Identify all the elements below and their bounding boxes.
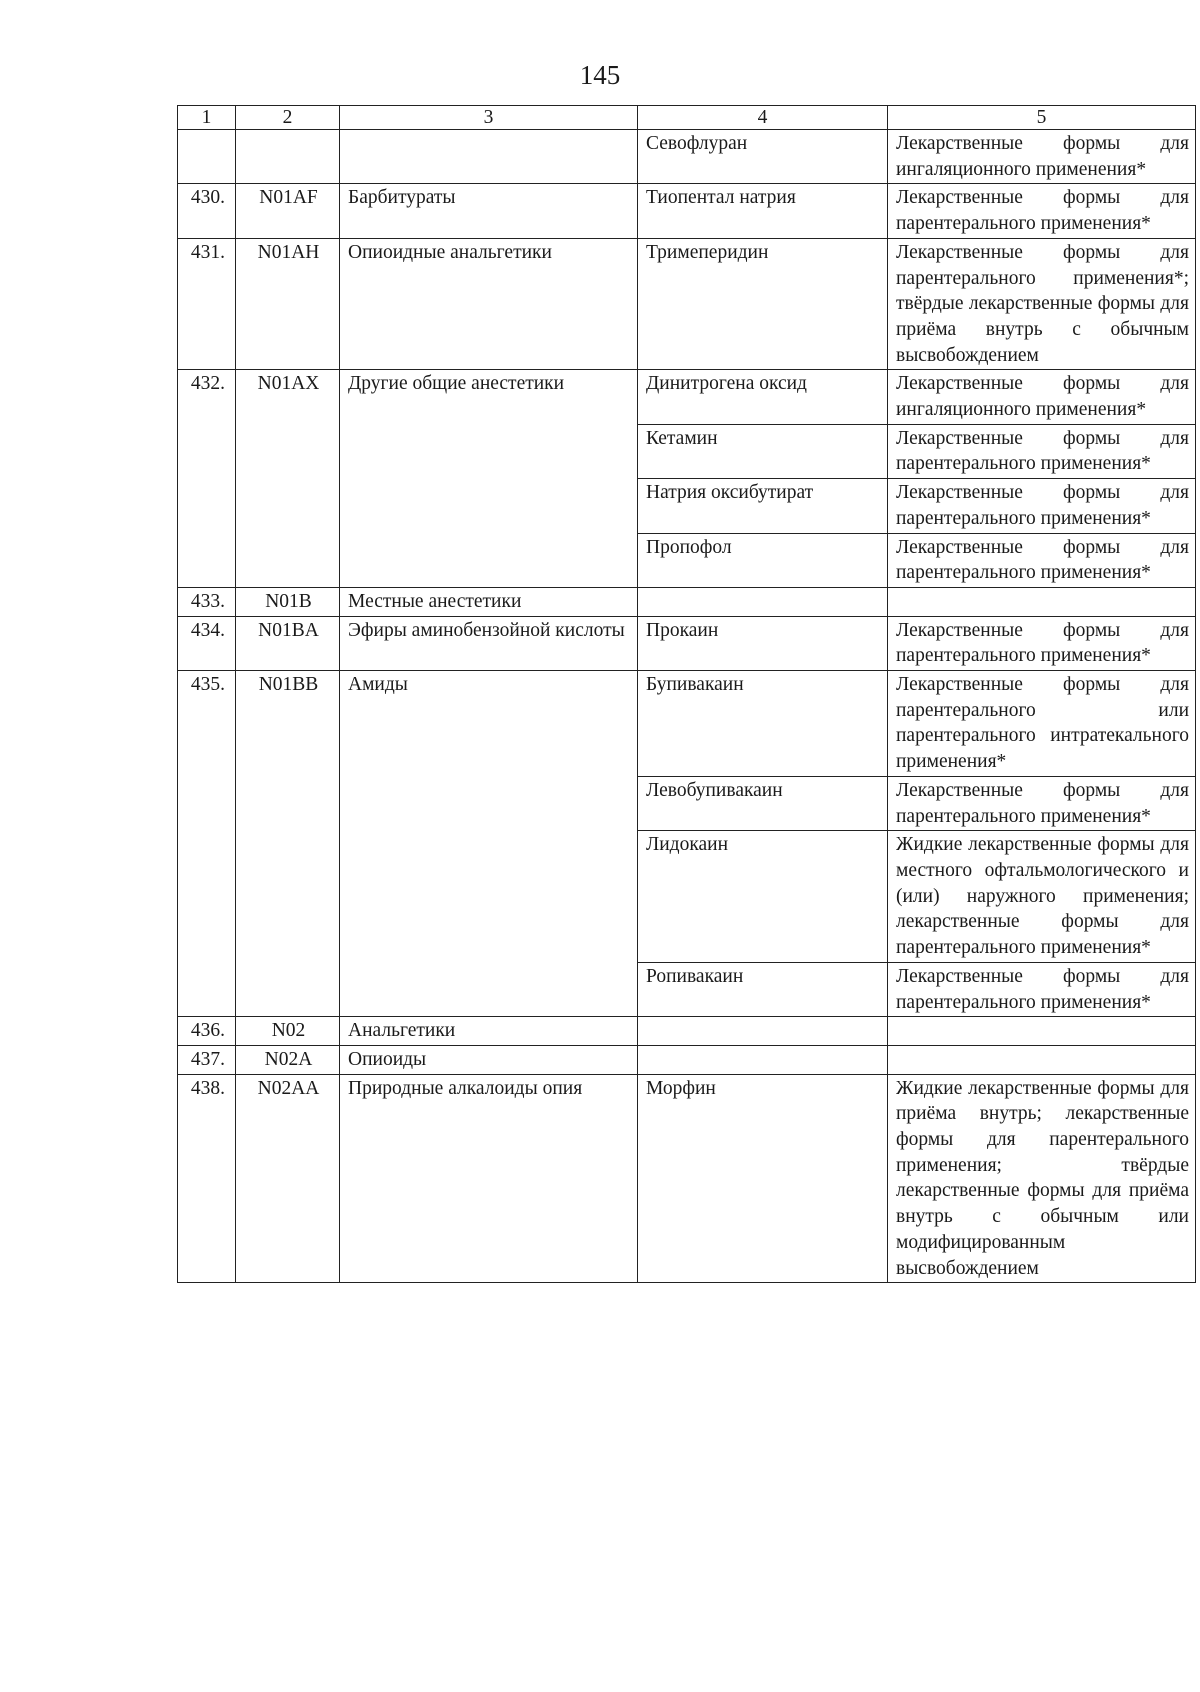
drug-name: Кетамин <box>638 424 888 478</box>
group-name: Барбитураты <box>340 184 638 238</box>
dosage-form <box>888 1017 1196 1046</box>
row-number: 433. <box>178 587 236 616</box>
row-number: 436. <box>178 1017 236 1046</box>
drug-name: Севофлуран <box>638 130 888 184</box>
dosage-form: Лекарственные формы для парентерального применения* <box>888 424 1196 478</box>
drug-name: Пропофол <box>638 533 888 587</box>
table-row <box>178 370 1196 424</box>
drug-name <box>638 1017 888 1046</box>
drug-name: Динитрогена оксид <box>638 370 888 424</box>
dosage-form: Лекарственные формы для парентерального применения* <box>888 533 1196 587</box>
drug-name: Натрия оксибутират <box>638 479 888 533</box>
header-col-5: 5 <box>888 106 1196 130</box>
row-number: 437. <box>178 1045 236 1074</box>
drug-name: Тиопентал натрия <box>638 184 888 238</box>
table-row <box>178 616 1196 670</box>
row-number <box>178 130 236 184</box>
page-number: 145 <box>579 60 621 90</box>
drug-name: Прокаин <box>638 616 888 670</box>
table-row <box>178 1017 1196 1046</box>
dosage-form: Жидкие лекарственные формы для приёма внутрь; лекарственные формы для парентерального применения; твёрдые лекарственные формы для приёма внутрь с обычным или модифицированным высвобождением <box>888 1074 1196 1283</box>
table-row <box>178 1045 1196 1074</box>
group-name: Местные анестетики <box>340 587 638 616</box>
drug-name: Ропивакаин <box>638 962 888 1016</box>
atc-code: N01AH <box>236 238 340 370</box>
dosage-form: Лекарственные формы для парентерального применения* <box>888 184 1196 238</box>
drug-name: Лидокаин <box>638 831 888 963</box>
row-number: 430. <box>178 184 236 238</box>
table-row <box>178 1074 1196 1283</box>
atc-code: N01AX <box>236 370 340 588</box>
header-col-2: 2 <box>236 106 340 130</box>
drug-name: Левобупивакаин <box>638 776 888 830</box>
table-row <box>178 671 1196 777</box>
row-number: 435. <box>178 671 236 1017</box>
atc-code: N02 <box>236 1017 340 1046</box>
table-row <box>178 130 1196 184</box>
header-col-4: 4 <box>638 106 888 130</box>
group-name: Опиоидные анальгетики <box>340 238 638 370</box>
drug-name: Бупивакаин <box>638 671 888 777</box>
table-row <box>178 238 1196 370</box>
table-row <box>178 184 1196 238</box>
group-name <box>340 130 638 184</box>
group-name: Амиды <box>340 671 638 1017</box>
row-number: 432. <box>178 370 236 588</box>
dosage-form <box>888 587 1196 616</box>
group-name: Анальгетики <box>340 1017 638 1046</box>
dosage-form: Лекарственные формы для ингаляционного применения* <box>888 370 1196 424</box>
atc-code: N02AA <box>236 1074 340 1283</box>
group-name: Опиоиды <box>340 1045 638 1074</box>
group-name: Эфиры аминобензойной кислоты <box>340 616 638 670</box>
atc-code: N02A <box>236 1045 340 1074</box>
row-number: 434. <box>178 616 236 670</box>
table-row <box>178 587 1196 616</box>
drug-name: Тримеперидин <box>638 238 888 370</box>
dosage-form: Лекарственные формы для парентерального или парентерального интратекального применения* <box>888 671 1196 777</box>
atc-code <box>236 130 340 184</box>
drug-name <box>638 587 888 616</box>
atc-code: N01BA <box>236 616 340 670</box>
table-header-row <box>178 106 1196 130</box>
dosage-form: Лекарственные формы для парентерального применения*; твёрдые лекарственные формы для приёма внутрь с обычным высвобождением <box>888 238 1196 370</box>
header-col-3: 3 <box>340 106 638 130</box>
dosage-form: Лекарственные формы для парентерального применения* <box>888 776 1196 830</box>
row-number: 431. <box>178 238 236 370</box>
dosage-form: Лекарственные формы для парентерального применения* <box>888 479 1196 533</box>
header-col-1: 1 <box>178 106 236 130</box>
drug-name <box>638 1045 888 1074</box>
atc-code: N01BB <box>236 671 340 1017</box>
atc-code: N01B <box>236 587 340 616</box>
dosage-form <box>888 1045 1196 1074</box>
atc-code: N01AF <box>236 184 340 238</box>
group-name: Природные алкалоиды опия <box>340 1074 638 1283</box>
dosage-form: Жидкие лекарственные формы для местного офтальмологического и (или) наружного применения; лекарственные формы для парентерального применения* <box>888 831 1196 963</box>
drug-table <box>177 105 1196 1283</box>
dosage-form: Лекарственные формы для парентерального применения* <box>888 962 1196 1016</box>
dosage-form: Лекарственные формы для ингаляционного применения* <box>888 130 1196 184</box>
drug-name: Морфин <box>638 1074 888 1283</box>
dosage-form: Лекарственные формы для парентерального применения* <box>888 616 1196 670</box>
row-number: 438. <box>178 1074 236 1283</box>
group-name: Другие общие анестетики <box>340 370 638 588</box>
